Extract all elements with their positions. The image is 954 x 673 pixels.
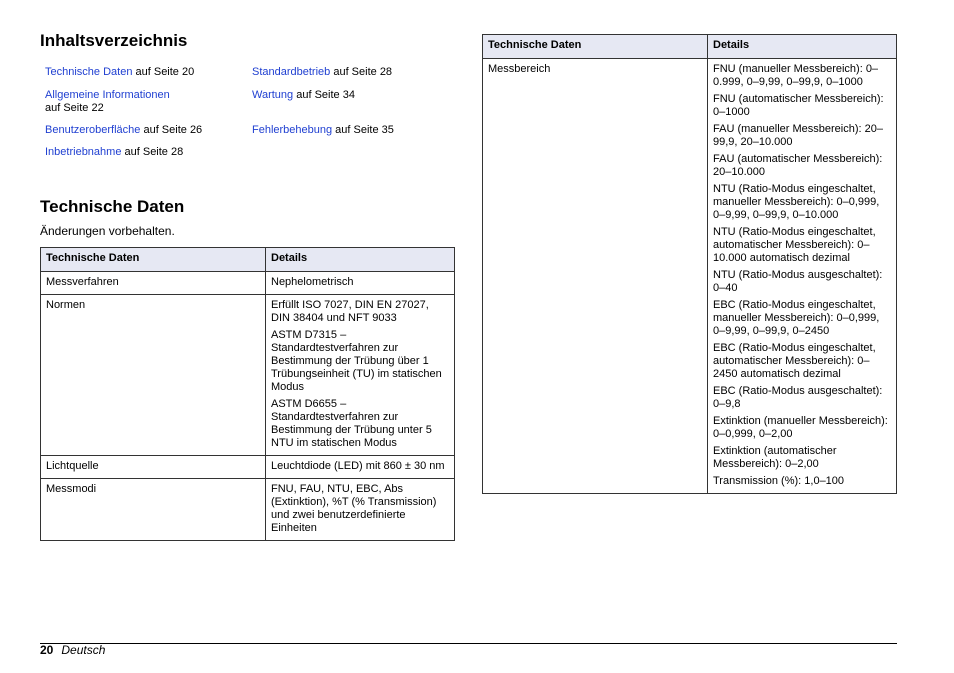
specs-table-right xyxy=(482,34,897,494)
toc-entry xyxy=(45,146,240,159)
specs-table-left xyxy=(40,247,455,541)
table-header-row xyxy=(483,35,897,59)
toc-page-ref: auf Seite 26 xyxy=(140,124,203,136)
row-details xyxy=(708,59,897,494)
detail-text: FNU (manueller Messbereich): 0–0.999, 0–9,99, 0–99,9, 0–1000 xyxy=(713,63,879,88)
left-column xyxy=(40,30,455,541)
detail-text: ASTM D6655 – Standardtestverfahren zur Bestimmung der Trübung unter 5 NTU im statischen Modus xyxy=(271,398,432,449)
row-label: Messbereich xyxy=(483,59,708,494)
toc-page-ref: auf Seite 20 xyxy=(132,66,195,78)
detail-text: NTU (Ratio-Modus eingeschaltet, manueller Messbereich): 0–0,999, 0–9,99, 0–99,9, 0–10.000 xyxy=(713,183,880,221)
table-row xyxy=(483,59,897,494)
row-details xyxy=(266,479,455,541)
detail-text: Extinktion (manueller Messbereich): 0–0,999, 0–2,00 xyxy=(713,415,888,440)
toc-link-inbetriebnahme[interactable]: Inbetriebnahme xyxy=(45,146,122,158)
toc-page-ref: auf Seite 28 xyxy=(121,146,184,158)
column-header: Details xyxy=(708,35,897,59)
toc-entry xyxy=(252,124,447,137)
toc-link-wartung[interactable]: Wartung xyxy=(252,89,294,101)
row-label: Messmodi xyxy=(41,479,266,541)
table-header-row xyxy=(41,248,455,272)
toc-entry xyxy=(252,66,447,79)
toc-entry xyxy=(252,89,447,102)
toc-page-ref: auf Seite 28 xyxy=(330,66,393,78)
detail-text: Erfüllt ISO 7027, DIN EN 27027, DIN 38404 und NFT 9033 xyxy=(271,299,429,324)
footer-divider xyxy=(40,643,897,644)
detail-text: FNU (automatischer Messbereich): 0–1000 xyxy=(713,93,884,118)
detail-text: NTU (Ratio-Modus eingeschaltet, automatischer Messbereich): 0–10.000 automatisch dezimal xyxy=(713,226,876,264)
page-number: 20 xyxy=(40,643,54,657)
detail-text: Extinktion (automatischer Messbereich): 0–2,00 xyxy=(713,445,837,470)
detail-text: FAU (manueller Messbereich): 20–99,9, 20–10.000 xyxy=(713,123,883,148)
toc-page-ref: auf Seite 34 xyxy=(293,89,355,101)
detail-text: FNU, FAU, NTU, EBC, Abs (Extinktion), %T (% Transmission) und zwei benutzerdefinierte Einheiten xyxy=(271,483,437,534)
toc-link-standardbetrieb[interactable]: Standardbetrieb xyxy=(252,66,331,78)
detail-text: ASTM D7315 – Standardtestverfahren zur Bestimmung der Trübung über 1 Trübungseinheit (TU) im statischen Modus xyxy=(271,329,442,393)
toc-link-fehlerbehebung[interactable]: Fehlerbehebung xyxy=(252,124,333,136)
table-row xyxy=(41,295,455,456)
detail-text: EBC (Ratio-Modus eingeschaltet, automatischer Messbereich): 0–2450 automatisch dezimal xyxy=(713,342,876,380)
detail-text: Leuchtdiode (LED) mit 860 ± 30 nm xyxy=(271,460,445,472)
row-label: Normen xyxy=(41,295,266,456)
table-row xyxy=(41,272,455,295)
toc-entry xyxy=(45,124,240,137)
row-label: Messverfahren xyxy=(41,272,266,295)
row-label: Lichtquelle xyxy=(41,456,266,479)
toc-page-ref: auf Seite 35 xyxy=(332,124,394,136)
detail-text: NTU (Ratio-Modus ausgeschaltet): 0–40 xyxy=(713,269,883,294)
right-column xyxy=(482,34,897,494)
toc-link-allgemeine-informationen[interactable]: Allgemeine Informationen xyxy=(45,89,170,101)
column-header: Technische Daten xyxy=(41,248,266,272)
page-footer xyxy=(40,643,105,657)
toc-page-ref: auf Seite 22 xyxy=(45,102,104,114)
section-title: Technische Daten xyxy=(40,197,185,216)
detail-text: FAU (automatischer Messbereich): 20–10.000 xyxy=(713,153,883,178)
table-row xyxy=(41,479,455,541)
table-row xyxy=(41,456,455,479)
toc-link-benutzeroberflaeche[interactable]: Benutzeroberfläche xyxy=(45,124,141,136)
row-details xyxy=(266,272,455,295)
row-details xyxy=(266,295,455,456)
toc-link-technische-daten[interactable]: Technische Daten xyxy=(45,66,133,78)
detail-text: Nephelometrisch xyxy=(271,276,354,288)
toc-entry xyxy=(45,89,240,115)
table-of-contents xyxy=(40,62,455,182)
footer-language: Deutsch xyxy=(61,643,106,657)
row-details xyxy=(266,456,455,479)
detail-text: EBC (Ratio-Modus eingeschaltet, manueller Messbereich): 0–0,999, 0–9,99, 0–99,9, 0–2450 xyxy=(713,299,880,337)
toc-title: Inhaltsverzeichnis xyxy=(40,31,188,50)
column-header: Technische Daten xyxy=(483,35,708,59)
detail-text: EBC (Ratio-Modus ausgeschaltet): 0–9,8 xyxy=(713,385,883,410)
section-note: Änderungen vorbehalten. xyxy=(40,224,175,238)
detail-text: Transmission (%): 1,0–100 xyxy=(713,475,845,487)
toc-entry xyxy=(45,66,240,79)
column-header: Details xyxy=(266,248,455,272)
